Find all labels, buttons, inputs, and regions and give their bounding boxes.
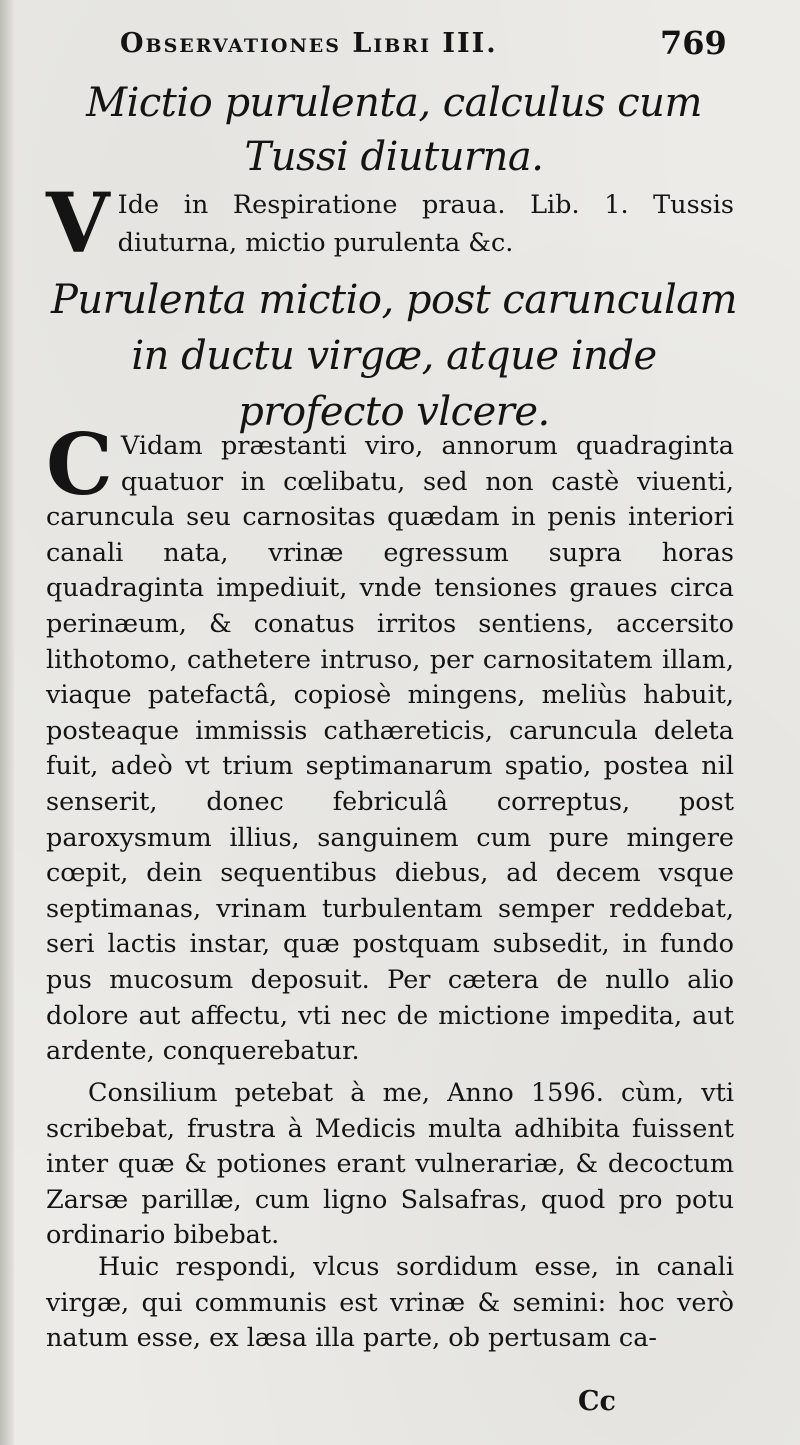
drop-cap-c: C xyxy=(46,415,113,514)
paragraph-case-report xyxy=(46,415,734,1070)
paragraph-consilium: Consilium petebat à me, Anno 1596. cùm, vti scribebat, frustra à Medicis multa adhibita fuissent inter quæ & potiones erant vulnerariæ, & decoctum Zarsæ parillæ, cum ligno Salsafras, quod pro potu ordinario bibebat. xyxy=(46,1078,734,1251)
running-head: Observationes Libri III. xyxy=(120,28,498,59)
paragraph-huic-respondi: Huic respondi, vlcus sordidum esse, in canali virgæ, qui communis est vrinæ & semini: hoc verò natum esse, ex læsa illa parte, ob pertusam ca- xyxy=(46,1252,734,1354)
paragraph-text: Ide in Respiratione praua. Lib. 1. Tussis diuturna, mictio purulenta &c. xyxy=(117,190,734,258)
drop-cap-v: V xyxy=(46,176,110,272)
page-gutter-edge xyxy=(0,0,14,1445)
section-heading-mictio-purulenta: Mictio purulenta, calculus cum Tussi diuturna. xyxy=(86,80,702,180)
page-number: 769 xyxy=(660,24,727,62)
signature-mark: Cc xyxy=(578,1386,616,1417)
page-header xyxy=(0,24,800,64)
paragraph-vide-in-respiratione xyxy=(46,176,734,272)
section-heading-purulenta-mictio: Purulenta mictio, post carunculam in ductu virgæ, atque inde profecto vlcere. xyxy=(50,277,738,435)
paragraph-text: Vidam præstanti viro, annorum quadraginta quatuor in cœlibatu, sed non castè viuenti, caruncula seu carnositas quædam in penis interiori canali nata, vrinæ egressum supra horas quadraginta impediuit, vnde tensiones graues circa perinæum, & conatus irritos sentiens, accersito lithotomo, cathetere intruso, per carnositatem illam, viaque patefactâ, copiosè mingens, meliùs habuit, posteaque immissis cathæreticis, caruncula deleta fuit, adeò vt trium septimanarum spatio, postea nil senserit, donec febriculâ correptus, post paroxysmum illius, sanguinem cum pure mingere cœpit, dein sequentibus diebus, ad decem vsque septimanas, vrinam turbulentam semper reddebat, seri lactis instar, quæ postquam subsedit, in fundo pus mucosum deposuit. Per cætera de nullo alio dolore aut affectu, vti nec de mictione impedita, aut ardente, conquerebatur. xyxy=(46,431,734,1067)
